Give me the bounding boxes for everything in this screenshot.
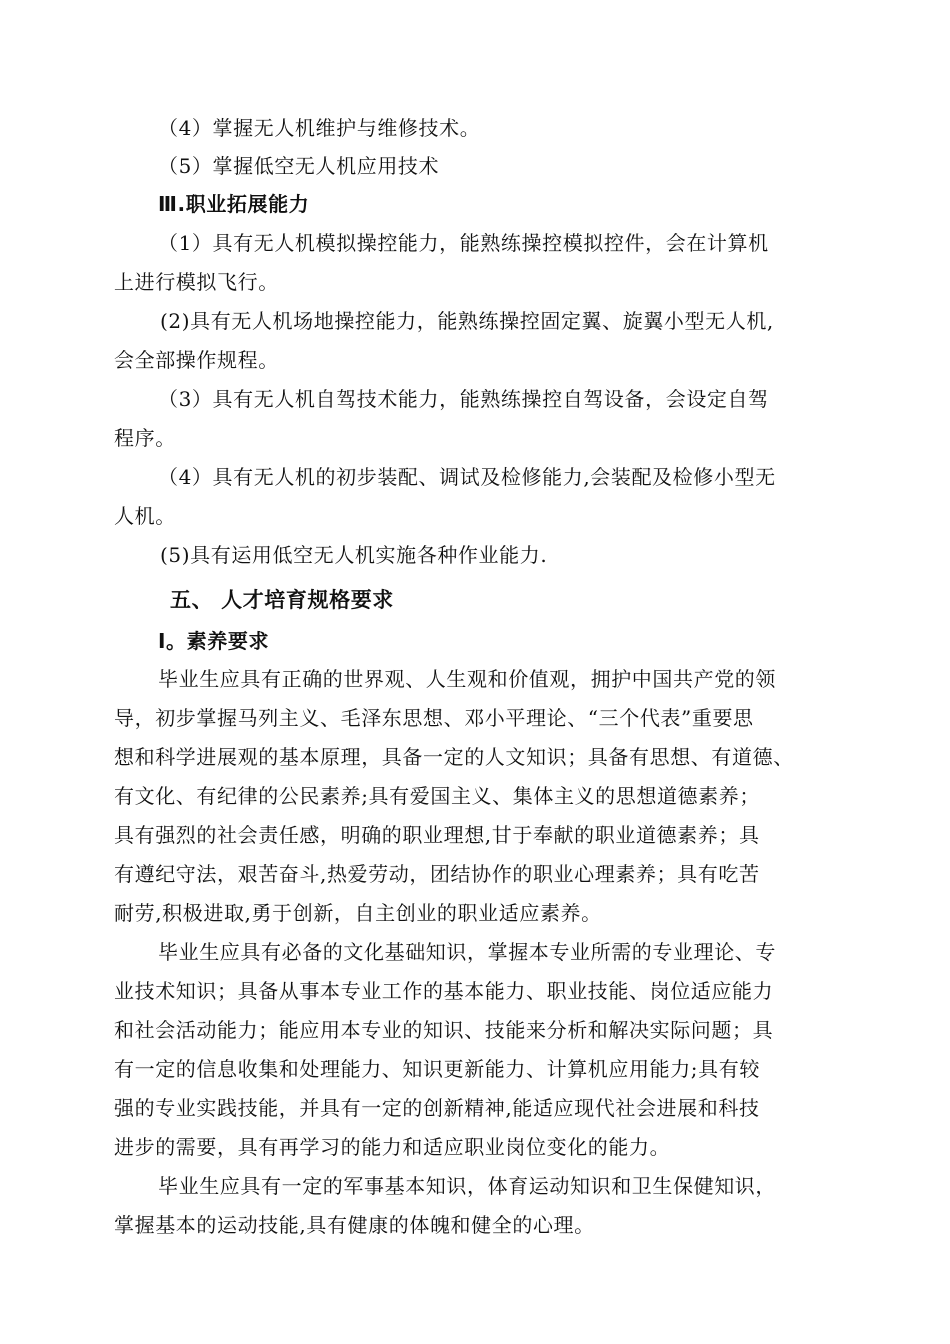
paragraph-line: （4）具有无人机的初步装配、调试及检修能力,会装配及检修小型无 [158,465,776,489]
paragraph-line: 和社会活动能力；能应用本专业的知识、技能来分析和解决实际问题；具 [114,1018,774,1042]
paragraph-line: 耐劳,积极进取,勇于创新，自主创业的职业适应素养。 [114,901,602,925]
chapter-heading: 五、 人才培育规格要求 [170,588,394,612]
section-heading-quality: Ⅰ。素养要求 [158,629,270,653]
paragraph-line: 毕业生应具有正确的世界观、人生观和价值观，拥护中国共产党的领 [158,667,776,691]
paragraph-line: 会全部操作规程。 [114,348,279,372]
paragraph-line: 具有强烈的社会责任感，明确的职业理想,甘于奉献的职业道德素养；具 [114,823,760,847]
paragraph-line: 有一定的信息收集和处理能力、知识更新能力、计算机应用能力;具有较 [114,1057,760,1081]
paragraph-line: （1）具有无人机模拟操控能力，能熟练操控模拟控件，会在计算机 [158,231,769,255]
list-item-5: （5）掌握低空无人机应用技术 [158,154,440,178]
paragraph-line: 掌握基本的运动技能,具有健康的体魄和健全的心理。 [114,1213,595,1237]
paragraph-line: (2)具有无人机场地操控能力，能熟练操控固定翼、旋翼小型无人机, [160,309,774,333]
paragraph-line: （3）具有无人机自驾技术能力，能熟练操控自驾设备，会设定自驾 [158,387,769,411]
list-item-4: （4）掌握无人机维护与维修技术。 [158,116,481,140]
paragraph-line: 进步的需要，具有再学习的能力和适应职业岗位变化的能力。 [114,1135,671,1159]
paragraph-line: 想和科学进展观的基本原理，具备一定的人文知识；具备有思想、有道德、 [114,745,794,769]
paragraph-line: 程序。 [114,426,176,450]
paragraph-line: 毕业生应具有一定的军事基本知识，体育运动知识和卫生保健知识， [158,1174,776,1198]
paragraph-line: 上进行模拟飞行。 [114,270,279,294]
paragraph-line: 有文化、有纪律的公民素养;具有爱国主义、集体主义的思想道德素养； [114,784,760,808]
paragraph-line: 业技术知识；具备从事本专业工作的基本能力、职业技能、岗位适应能力 [114,979,774,1003]
paragraph-line: 人机。 [114,504,176,528]
paragraph-line: (5)具有运用低空无人机实施各种作业能力. [160,543,548,567]
section-heading-career-expansion: Ⅲ.职业拓展能力 [158,192,310,216]
paragraph-line: 强的专业实践技能，并具有一定的创新精神,能适应现代社会进展和科技 [114,1096,760,1120]
paragraph-line: 导，初步掌握马列主义、毛泽东思想、邓小平理论、“三个代表”重要思 [114,706,754,730]
paragraph-line: 毕业生应具有必备的文化基础知识，掌握本专业所需的专业理论、专 [158,940,776,964]
paragraph-line: 有遵纪守法，艰苦奋斗,热爱劳动，团结协作的职业心理素养；具有吃苦 [114,862,760,886]
